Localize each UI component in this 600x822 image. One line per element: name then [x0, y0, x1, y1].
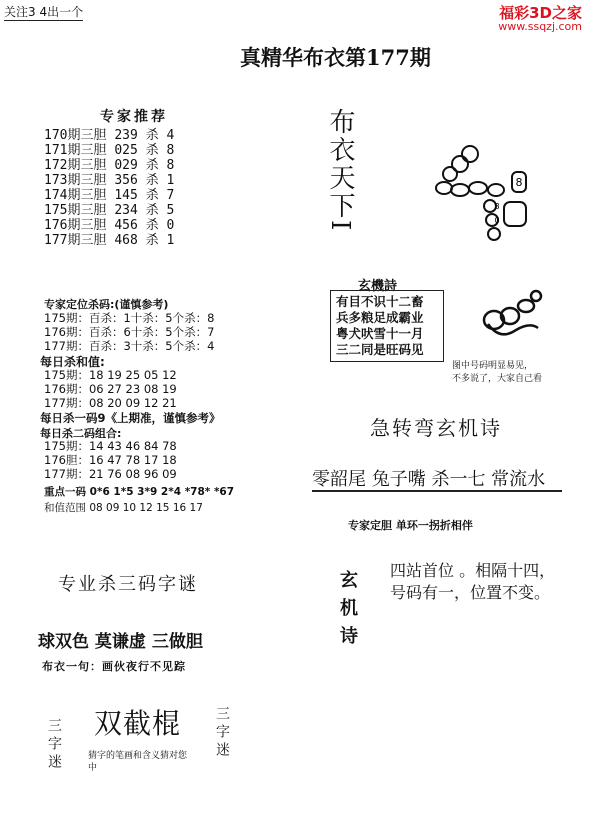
pro-kill-riddle: 专业杀三码字谜: [58, 574, 198, 595]
daily-two-heading: 每日杀二码组合:: [40, 427, 122, 440]
list-item: 176期三胆 456 杀 0: [44, 218, 175, 233]
bead-figure-2: [480, 286, 552, 346]
list-item: 176期：06 27 23 08 19: [44, 382, 177, 396]
list-item: 177期三胆 468 杀 1: [44, 233, 175, 248]
dice-digit: 8: [494, 202, 500, 211]
expert-rec-heading: 专家推荐: [100, 109, 168, 125]
divider: [312, 490, 562, 492]
list-item: 177期：百杀：3十杀：5个杀：4: [44, 339, 215, 353]
xuanjishi-label: 玄机诗: [337, 570, 358, 654]
poem-line: 兵多粮足成霸业: [336, 310, 424, 325]
poem-line: 号码有一，位置不变。: [390, 583, 551, 602]
position-kill-heading: 专家定位杀码:(谨慎参考): [44, 298, 169, 311]
buyi-tianxia: 布衣天下I: [325, 108, 355, 233]
riddle-note: 猜字的笔画和含义猜对您中: [88, 751, 188, 773]
position-kill-list: [44, 311, 214, 353]
poem-line: 有目不识十二畜: [336, 294, 424, 309]
jizhuan-title: 急转弯玄机诗: [370, 416, 502, 440]
list-item: 172期三胆 029 杀 8: [44, 158, 175, 173]
riddle-main: 双截棍: [94, 707, 182, 740]
final-poem: [390, 560, 555, 604]
riddle-right-label: 三字迷: [214, 706, 230, 760]
daily-two-list: [44, 439, 177, 481]
dice-digit: 8: [515, 176, 523, 189]
poem-line: 四站首位 。相隔十四，: [390, 561, 556, 580]
list-item: 175期三胆 234 杀 5: [44, 203, 175, 218]
xuanji-lines: [336, 294, 424, 358]
daily-kill-sum-list: [44, 368, 177, 410]
ball-line: 球双色 莫谦虚 三做胆: [38, 632, 203, 652]
sum-range: 和值范围 08 09 10 12 15 16 17: [44, 502, 203, 514]
list-item: 170期三胆 239 杀 4: [44, 128, 175, 143]
daily-one-heading: 每日杀一码9《上期准，谨慎参考》: [40, 411, 221, 425]
jizhuan-poem: 零韶尾 兔子嘴 杀一七 常流水: [312, 469, 546, 490]
caption-line: 不多说了，大家自己看: [452, 374, 543, 384]
list-item: 174期三胆 145 杀 7: [44, 188, 175, 203]
list-item: 171期三胆 025 杀 8: [44, 143, 175, 158]
follow-note: 关注3 4出一个: [4, 5, 84, 19]
list-item: 176胆：16 47 78 17 18: [44, 453, 177, 467]
list-item: 176期：百杀：6十杀：5个杀：7: [44, 325, 215, 339]
poem-line: 粤犬吠雪十一月: [336, 326, 424, 341]
poem-line: 三二同是旺码见: [336, 342, 424, 357]
figure-caption: [452, 360, 542, 386]
caption-line: 图中号码明显易见，: [452, 361, 534, 371]
list-item: 173期三胆 356 杀 1: [44, 173, 175, 188]
list-item: 177期：21 76 08 96 09: [44, 467, 177, 481]
xuanji-title: 玄機詩: [358, 279, 398, 294]
riddle-left-label: 三字迷: [46, 718, 62, 772]
expert-ding: 专家定胆 单环一拐折相伴: [348, 519, 473, 532]
daily-kill-sum-heading: 每日杀和值:: [40, 355, 105, 369]
watermark-brand: 福彩3D之家: [499, 4, 582, 22]
list-item: 175期：百杀：1十杀：5个杀：8: [44, 311, 215, 325]
dice-digit: 0: [494, 216, 500, 225]
buyi-line: 布衣一句：画伙夜行不见踪: [42, 660, 186, 673]
list-item: 175期：14 43 46 84 78: [44, 439, 177, 453]
list-item: 175期：18 19 25 05 12: [44, 368, 177, 382]
list-item: 177期：08 20 09 12 21: [44, 396, 177, 410]
watermark-url: www.ssqzj.com: [498, 20, 582, 33]
bead-figure-1: [430, 132, 540, 244]
page-title: 真精华布衣第177期: [240, 45, 431, 70]
expert-rec-list: [44, 128, 174, 248]
key-one-code: 重点一码 0*6 1*5 3*9 2*4 *78* *67: [44, 486, 235, 498]
